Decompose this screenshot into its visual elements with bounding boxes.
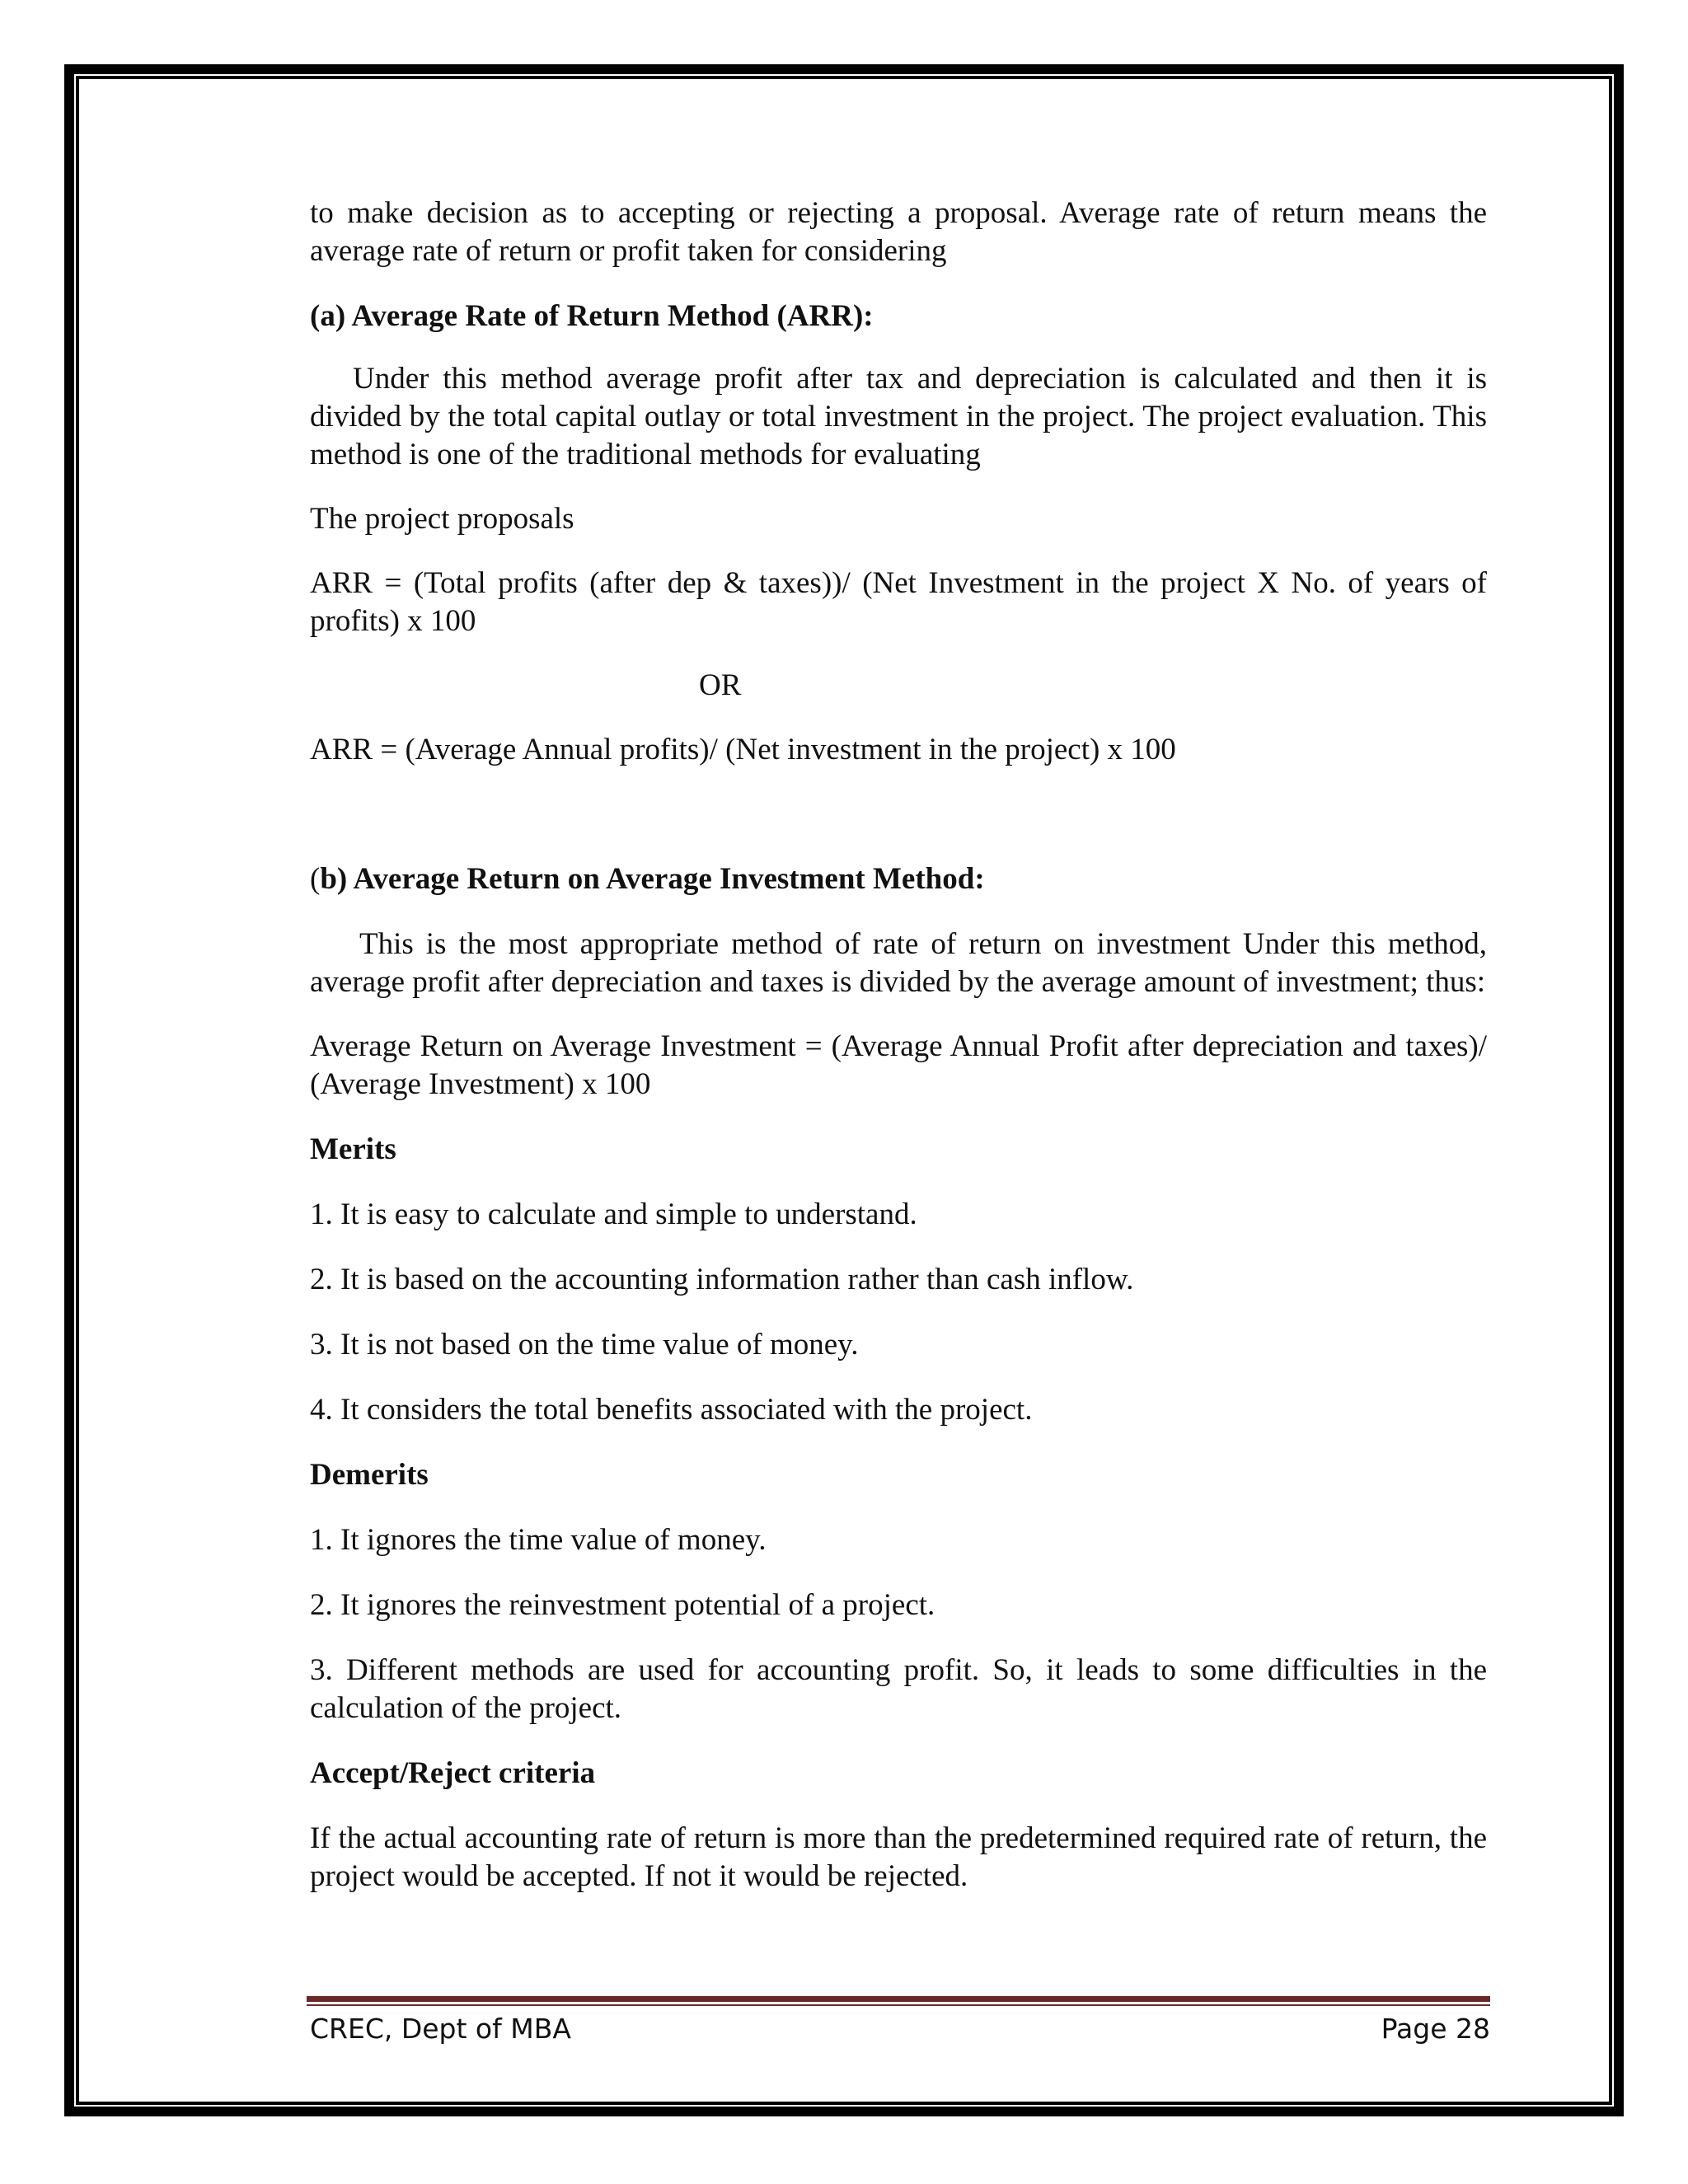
list-item-demerit: 2. It ignores the reinvestment potential of a project. [310, 1588, 935, 1622]
paragraph-accept-reject: If the actual accounting rate of return is more than the predetermined required rate of return, the project would be accepted. If not it would be rejected. [310, 1821, 1487, 1893]
heading-average-return-text: b) Average Return on Average Investment Method: [320, 862, 985, 896]
heading-accept-reject: Accept/Reject criteria [310, 1756, 596, 1790]
paragraph-average-return-description: This is the most appropriate method of rate of return on investment Under this method, average profit after depreciation and taxes is divided by the average amount of investment; thus: [310, 927, 1487, 999]
heading-demerits: Demerits [310, 1458, 429, 1492]
footer-rule [307, 1996, 1490, 2002]
footer-department: CREC, Dept of MBA [310, 2013, 571, 2045]
paragraph-intro: to make decision as to accepting or rejecting a proposal. Average rate of return means the average rate of return or profit taken for considering [310, 196, 1487, 268]
heading-paren: ( [310, 862, 321, 896]
paragraph-project-proposals: The project proposals [310, 502, 574, 536]
formula-arr-2: ARR = (Average Annual profits)/ (Net investment in the project) x 100 [310, 733, 1176, 766]
heading-average-return-method [310, 860, 1487, 898]
list-item-merit: 4. It considers the total benefits associated with the project. [310, 1393, 1033, 1427]
footer-rule-thin [307, 2004, 1490, 2006]
formula-arr-1: ARR = (Total profits (after dep & taxes))/ (Net Investment in the project X No. of years of profits) x 100 [310, 566, 1487, 638]
footer-page-number: Page 28 [1381, 2013, 1490, 2045]
list-item-demerit: 1. It ignores the time value of money. [310, 1523, 767, 1557]
heading-arr-method: (a) Average Rate of Return Method (ARR): [310, 299, 874, 333]
page-body [310, 194, 1487, 1896]
list-item-demerit: 3. Different methods are used for accounting profit. So, it leads to some difficulties in the calculation of the project. [310, 1653, 1487, 1725]
list-item-merit: 1. It is easy to calculate and simple to understand. [310, 1197, 917, 1231]
formula-average-return: Average Return on Average Investment = (Average Annual Profit after depreciation and taxes)/ (Average Investment) x 100 [310, 1029, 1487, 1101]
heading-merits: Merits [310, 1132, 396, 1166]
or-separator: OR [699, 668, 742, 702]
paragraph-arr-description: Under this method average profit after tax and depreciation is calculated and then it is divided by the total capital outlay or total investment in the project. The project evaluation. This method is one of the traditional methods for evaluating [310, 362, 1487, 471]
list-item-merit: 2. It is based on the accounting information rather than cash inflow. [310, 1263, 1134, 1296]
list-item-merit: 3. It is not based on the time value of money. [310, 1328, 859, 1361]
